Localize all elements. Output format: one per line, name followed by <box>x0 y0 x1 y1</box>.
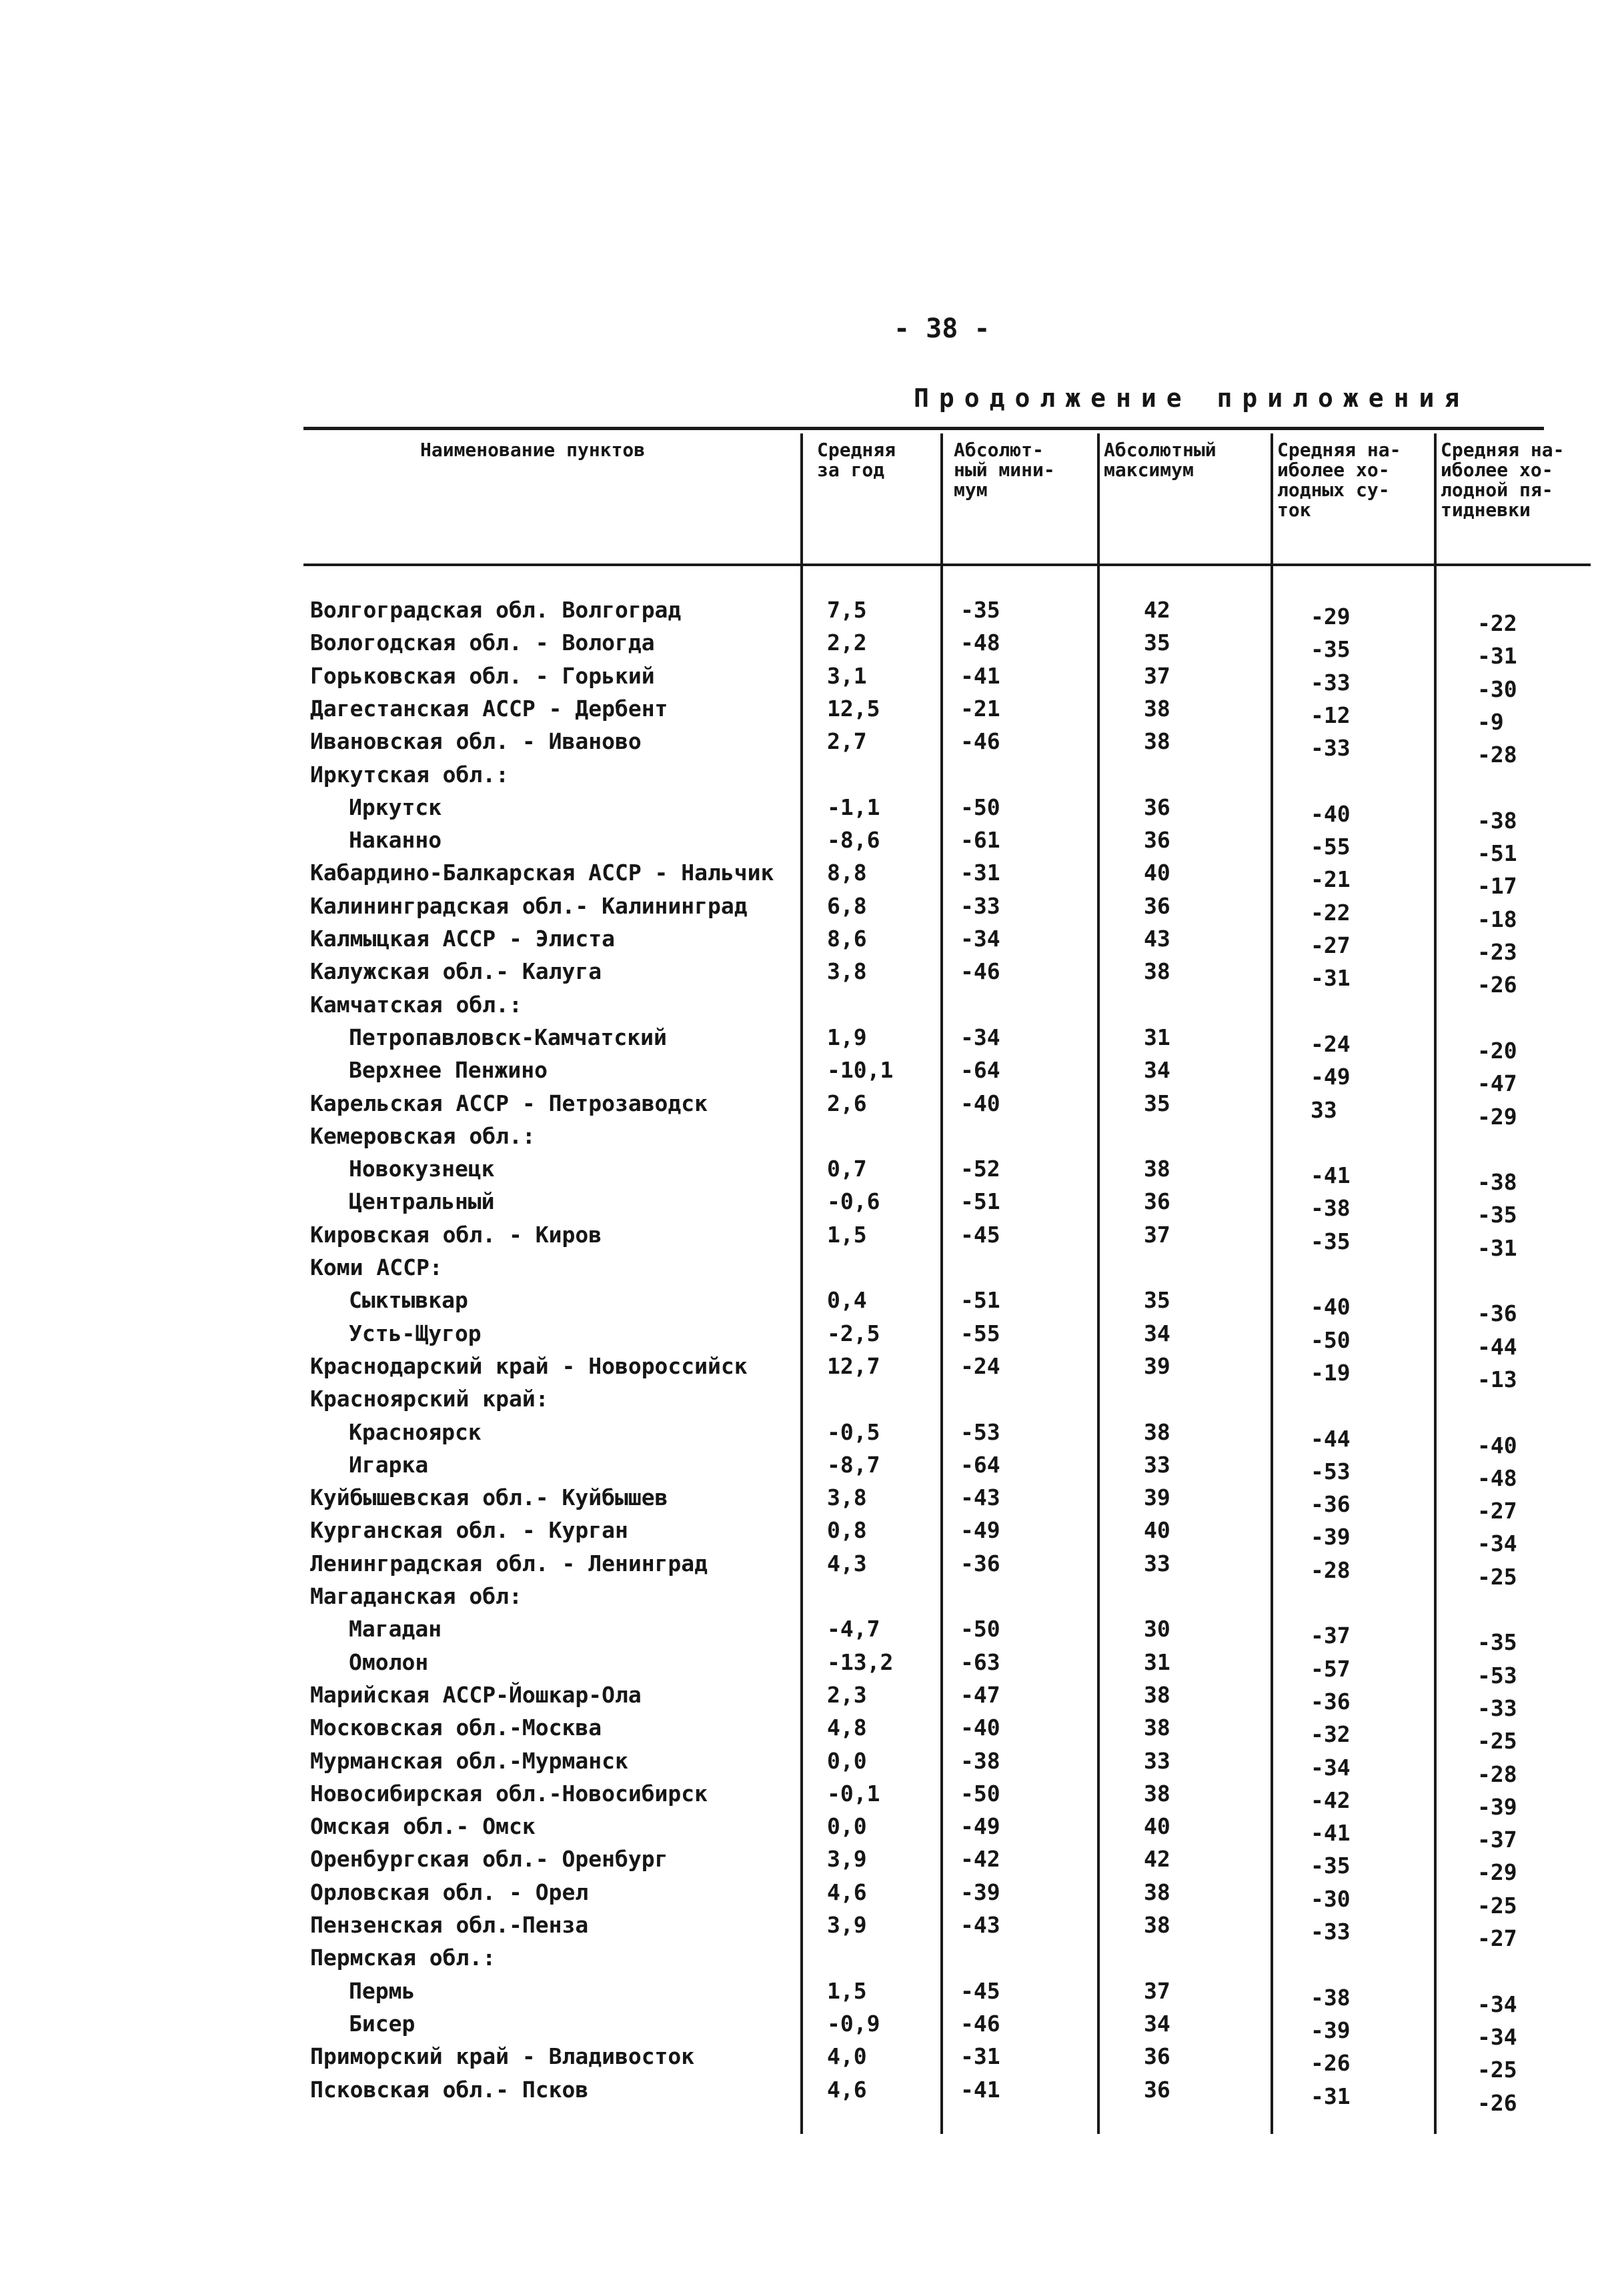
cell-absolute-min: -34 <box>960 1024 1000 1050</box>
table-row <box>303 2043 1591 2083</box>
table-row <box>303 892 1591 932</box>
table-row <box>303 1156 1591 1196</box>
cell-absolute-min: -35 <box>960 597 1000 623</box>
cell-absolute-min: -49 <box>960 1813 1000 1840</box>
cell-absolute-min: -36 <box>960 1550 1000 1576</box>
cell-annual-mean: -10,1 <box>827 1057 894 1084</box>
cell-absolute-max: 42 <box>1144 1846 1170 1873</box>
cell-point-name: Пермская обл.: <box>310 1945 496 1971</box>
cell-coldest-day: -44 <box>1311 1425 1351 1452</box>
cell-absolute-min: -43 <box>960 1912 1000 1938</box>
cell-coldest-five-day: -27 <box>1477 1498 1517 1524</box>
cell-absolute-min: -41 <box>960 2076 1000 2103</box>
cell-absolute-max: 38 <box>1144 1156 1170 1182</box>
cell-point-name: Новокузнецк <box>349 1156 495 1182</box>
table-row <box>303 728 1591 768</box>
table-row <box>303 695 1591 735</box>
cell-point-name: Пензенская обл.-Пенза <box>310 1912 589 1938</box>
cell-point-name: Калужская обл.- Калуга <box>310 958 602 985</box>
cell-coldest-five-day: -31 <box>1477 1234 1517 1261</box>
cell-annual-mean: 4,8 <box>827 1714 867 1741</box>
cell-absolute-max: 36 <box>1144 1188 1170 1215</box>
table-row <box>303 1550 1591 1590</box>
cell-coldest-day: -39 <box>1311 2017 1351 2043</box>
cell-coldest-day: -37 <box>1311 1622 1351 1649</box>
cell-point-name: Красноярский край: <box>310 1386 549 1412</box>
cell-coldest-day: -41 <box>1311 1820 1351 1847</box>
table-row <box>303 794 1591 834</box>
table-row <box>303 1780 1591 1820</box>
cell-point-name: Псковская обл.- Псков <box>310 2076 589 2103</box>
cell-annual-mean: 8,8 <box>827 860 867 886</box>
cell-point-name: Бисер <box>349 2010 416 2037</box>
cell-absolute-min: -53 <box>960 1418 1000 1445</box>
cell-point-name: Коми АССР: <box>310 1254 443 1280</box>
table-row <box>303 1879 1591 1919</box>
cell-point-name: Ивановская обл. - Иваново <box>310 728 642 755</box>
cell-annual-mean: 3,9 <box>827 1912 867 1938</box>
cell-coldest-day: -38 <box>1311 1984 1351 2011</box>
cell-absolute-min: -40 <box>960 1090 1000 1116</box>
cell-coldest-day: 33 <box>1311 1096 1337 1123</box>
cell-coldest-five-day: -37 <box>1477 1827 1517 1853</box>
cell-annual-mean: -0,9 <box>827 2010 880 2037</box>
cell-coldest-day: -29 <box>1311 604 1351 630</box>
cell-annual-mean: 1,9 <box>827 1024 867 1050</box>
cell-coldest-day: -53 <box>1311 1458 1351 1484</box>
table-row <box>303 827 1591 867</box>
cell-absolute-max: 37 <box>1144 1977 1170 2004</box>
cell-point-name: Сыктывкар <box>349 1287 468 1314</box>
cell-point-name: Иркутск <box>349 794 442 820</box>
cell-absolute-max: 38 <box>1144 728 1170 755</box>
cell-coldest-five-day: -20 <box>1477 1037 1517 1064</box>
cell-absolute-min: -31 <box>960 2043 1000 2070</box>
table-row <box>303 1945 1591 1978</box>
cell-coldest-five-day: -25 <box>1477 1892 1517 1919</box>
cell-absolute-min: -24 <box>960 1352 1000 1379</box>
cell-point-name: Мурманская обл.-Мурманск <box>310 1747 628 1774</box>
cell-annual-mean: 1,5 <box>827 1977 867 2004</box>
cell-coldest-five-day: -22 <box>1477 610 1517 636</box>
cell-coldest-day: -21 <box>1311 866 1351 893</box>
cell-absolute-max: 40 <box>1144 1517 1170 1544</box>
cell-coldest-five-day: -38 <box>1477 1169 1517 1196</box>
cell-coldest-five-day: -29 <box>1477 1103 1517 1130</box>
cell-point-name: Вологодская обл. - Вологда <box>310 630 655 656</box>
cell-annual-mean: 3,8 <box>827 958 867 985</box>
cell-annual-mean: 7,5 <box>827 597 867 623</box>
cell-point-name: Омолон <box>349 1648 429 1675</box>
table-row <box>303 662 1591 702</box>
cell-annual-mean: -0,6 <box>827 1188 880 1215</box>
cell-coldest-day: -33 <box>1311 669 1351 696</box>
cell-coldest-day: -19 <box>1311 1359 1351 1386</box>
cell-point-name: Кировская обл. - Киров <box>310 1221 602 1248</box>
cell-coldest-five-day: -40 <box>1477 1432 1517 1458</box>
cell-absolute-max: 38 <box>1144 1418 1170 1445</box>
table-row <box>303 1057 1591 1097</box>
table-row <box>303 1320 1591 1360</box>
cell-coldest-five-day: -25 <box>1477 2057 1517 2083</box>
cell-coldest-five-day: -38 <box>1477 807 1517 834</box>
cell-annual-mean: 2,2 <box>827 630 867 656</box>
cell-point-name: Калининградская обл.- Калининград <box>310 892 748 919</box>
cell-absolute-max: 34 <box>1144 1320 1170 1346</box>
cell-absolute-max: 43 <box>1144 926 1170 952</box>
cell-annual-mean: 0,0 <box>827 1813 867 1840</box>
cell-absolute-min: -46 <box>960 958 1000 985</box>
table-row <box>303 1451 1591 1491</box>
cell-coldest-day: -35 <box>1311 1228 1351 1254</box>
cell-point-name: Новосибирская обл.-Новосибирск <box>310 1780 708 1807</box>
cell-coldest-five-day: -53 <box>1477 1662 1517 1688</box>
cell-coldest-five-day: -34 <box>1477 2023 1517 2050</box>
cell-coldest-day: -31 <box>1311 2083 1351 2109</box>
cell-coldest-five-day: -18 <box>1477 906 1517 932</box>
table-row <box>303 992 1591 1025</box>
cell-absolute-min: -55 <box>960 1320 1000 1346</box>
cell-absolute-min: -39 <box>960 1879 1000 1905</box>
cell-point-name: Приморский край - Владивосток <box>310 2043 695 2070</box>
cell-coldest-five-day: -26 <box>1477 972 1517 998</box>
cell-absolute-max: 36 <box>1144 2043 1170 2070</box>
cell-point-name: Краснодарский край - Новороссийск <box>310 1352 748 1379</box>
header-bottom-rule <box>303 563 1591 566</box>
cell-annual-mean: 1,5 <box>827 1221 867 1248</box>
cell-absolute-max: 38 <box>1144 1714 1170 1741</box>
table-row <box>303 1846 1591 1886</box>
cell-coldest-five-day: -51 <box>1477 840 1517 867</box>
cell-coldest-five-day: -29 <box>1477 1859 1517 1886</box>
cell-absolute-min: -46 <box>960 728 1000 755</box>
cell-absolute-max: 34 <box>1144 1057 1170 1084</box>
cell-absolute-min: -50 <box>960 1616 1000 1642</box>
cell-point-name: Карельская АССР - Петрозаводск <box>310 1090 708 1116</box>
cell-absolute-max: 42 <box>1144 597 1170 623</box>
cell-coldest-five-day: -28 <box>1477 742 1517 768</box>
header-name: Наименование пунктов <box>420 439 646 461</box>
cell-point-name: Пермь <box>349 1977 416 2004</box>
table-row <box>303 1188 1591 1228</box>
cell-point-name: Петропавловск-Камчатский <box>349 1024 667 1050</box>
cell-annual-mean: 3,8 <box>827 1484 867 1511</box>
cell-point-name: Оренбургская обл.- Оренбург <box>310 1846 668 1873</box>
cell-coldest-day: -31 <box>1311 965 1351 992</box>
cell-annual-mean: 4,6 <box>827 1879 867 1905</box>
cell-coldest-five-day: -39 <box>1477 1793 1517 1820</box>
cell-annual-mean: -0,1 <box>827 1780 880 1807</box>
cell-absolute-min: -43 <box>960 1484 1000 1511</box>
cell-point-name: Горьковская обл. - Горький <box>310 662 655 689</box>
cell-point-name: Магадан <box>349 1616 442 1642</box>
cell-coldest-five-day: -48 <box>1477 1464 1517 1491</box>
cell-absolute-min: -41 <box>960 662 1000 689</box>
cell-annual-mean: 0,0 <box>827 1747 867 1774</box>
header-coldest-five-day: Средняя на- иболее хо- лодной пя- тидневки <box>1441 439 1565 521</box>
cell-coldest-day: -26 <box>1311 2050 1351 2077</box>
cell-annual-mean: -1,1 <box>827 794 880 820</box>
cell-annual-mean: -8,6 <box>827 827 880 854</box>
cell-absolute-min: -64 <box>960 1451 1000 1478</box>
cell-coldest-day: -33 <box>1311 1919 1351 1945</box>
cell-absolute-max: 39 <box>1144 1352 1170 1379</box>
header-absolute-max: Абсолютный максимум <box>1104 439 1216 481</box>
cell-coldest-day: -49 <box>1311 1064 1351 1090</box>
cell-annual-mean: 0,7 <box>827 1156 867 1182</box>
cell-absolute-max: 38 <box>1144 695 1170 722</box>
table-row <box>303 1254 1591 1288</box>
cell-coldest-day: -39 <box>1311 1524 1351 1550</box>
cell-annual-mean: 3,9 <box>827 1846 867 1873</box>
header-absolute-min: Абсолют- ный мини- мум <box>954 439 1055 501</box>
cell-annual-mean: 4,6 <box>827 2076 867 2103</box>
cell-annual-mean: -8,7 <box>827 1451 880 1478</box>
cell-point-name: Московская обл.-Москва <box>310 1714 602 1741</box>
cell-coldest-day: -42 <box>1311 1787 1351 1813</box>
cell-absolute-min: -33 <box>960 892 1000 919</box>
table-row <box>303 1386 1591 1419</box>
cell-absolute-max: 35 <box>1144 1287 1170 1314</box>
cell-absolute-min: -63 <box>960 1648 1000 1675</box>
table-row <box>303 2076 1591 2116</box>
cell-coldest-five-day: -25 <box>1477 1728 1517 1755</box>
table-top-rule <box>303 427 1544 430</box>
cell-point-name: Игарка <box>349 1451 429 1478</box>
cell-absolute-max: 33 <box>1144 1451 1170 1478</box>
cell-absolute-max: 38 <box>1144 1912 1170 1938</box>
cell-absolute-max: 40 <box>1144 860 1170 886</box>
cell-point-name: Камчатская обл.: <box>310 991 522 1018</box>
cell-absolute-max: 31 <box>1144 1024 1170 1050</box>
cell-coldest-day: -57 <box>1311 1655 1351 1682</box>
cell-coldest-five-day: -13 <box>1477 1366 1517 1392</box>
table-row <box>303 630 1591 670</box>
cell-absolute-max: 36 <box>1144 2076 1170 2103</box>
table-row <box>303 1287 1591 1327</box>
cell-coldest-day: -41 <box>1311 1162 1351 1189</box>
cell-point-name: Волгоградская обл. Волгоград <box>310 597 682 623</box>
cell-coldest-day: -28 <box>1311 1556 1351 1583</box>
cell-coldest-day: -30 <box>1311 1885 1351 1912</box>
cell-absolute-min: -51 <box>960 1287 1000 1314</box>
cell-coldest-five-day: -25 <box>1477 1563 1517 1590</box>
cell-coldest-day: -27 <box>1311 932 1351 958</box>
cell-coldest-five-day: -35 <box>1477 1629 1517 1656</box>
cell-point-name: Иркутская обл.: <box>310 761 510 788</box>
cell-coldest-day: -50 <box>1311 1326 1351 1353</box>
cell-absolute-min: -48 <box>960 630 1000 656</box>
header-coldest-day: Средняя на- иболее хо- лодных су- ток <box>1277 439 1401 521</box>
cell-coldest-day: -40 <box>1311 1294 1351 1320</box>
cell-coldest-day: -34 <box>1311 1754 1351 1781</box>
cell-coldest-day: -36 <box>1311 1688 1351 1714</box>
cell-absolute-max: 40 <box>1144 1813 1170 1840</box>
table-row <box>303 1912 1591 1951</box>
cell-coldest-day: -40 <box>1311 800 1351 827</box>
cell-absolute-max: 36 <box>1144 892 1170 919</box>
cell-coldest-five-day: -35 <box>1477 1202 1517 1228</box>
table-row <box>303 1747 1591 1787</box>
cell-absolute-max: 31 <box>1144 1648 1170 1675</box>
cell-point-name: Красноярск <box>349 1418 482 1445</box>
header-annual-mean: Средняя за год <box>817 439 896 481</box>
table-row <box>303 597 1591 636</box>
cell-coldest-day: -55 <box>1311 834 1351 860</box>
cell-absolute-min: -31 <box>960 860 1000 886</box>
table-row <box>303 762 1591 795</box>
cell-absolute-min: -45 <box>960 1977 1000 2004</box>
cell-annual-mean: 0,4 <box>827 1287 867 1314</box>
cell-absolute-max: 36 <box>1144 794 1170 820</box>
cell-coldest-day: -38 <box>1311 1195 1351 1222</box>
cell-point-name: Кемеровская обл.: <box>310 1122 536 1149</box>
cell-absolute-min: -61 <box>960 827 1000 854</box>
cell-point-name: Курганская обл. - Курган <box>310 1517 628 1544</box>
table-row <box>303 1813 1591 1853</box>
cell-coldest-five-day: -28 <box>1477 1761 1517 1787</box>
cell-absolute-max: 38 <box>1144 1780 1170 1807</box>
cell-coldest-day: -24 <box>1311 1030 1351 1057</box>
cell-absolute-min: -51 <box>960 1188 1000 1215</box>
table-row <box>303 926 1591 965</box>
cell-annual-mean: 2,6 <box>827 1090 867 1116</box>
cell-coldest-day: -22 <box>1311 899 1351 926</box>
cell-annual-mean: 4,3 <box>827 1550 867 1576</box>
cell-coldest-day: -36 <box>1311 1491 1351 1518</box>
table-row <box>303 1583 1591 1616</box>
cell-coldest-five-day: -9 <box>1477 708 1504 735</box>
cell-point-name: Калмыцкая АССР - Элиста <box>310 926 615 952</box>
cell-absolute-min: -21 <box>960 695 1000 722</box>
cell-annual-mean: 0,8 <box>827 1517 867 1544</box>
cell-coldest-day: -12 <box>1311 702 1351 728</box>
cell-absolute-max: 39 <box>1144 1484 1170 1511</box>
cell-coldest-five-day: -33 <box>1477 1694 1517 1721</box>
table-row <box>303 1681 1591 1721</box>
cell-point-name: Куйбышевская обл.- Куйбышев <box>310 1484 668 1511</box>
cell-absolute-max: 35 <box>1144 1090 1170 1116</box>
cell-absolute-min: -40 <box>960 1714 1000 1741</box>
cell-annual-mean: -2,5 <box>827 1320 880 1346</box>
cell-coldest-day: -35 <box>1311 636 1351 663</box>
cell-point-name: Омская обл.- Омск <box>310 1813 536 1840</box>
cell-absolute-min: -52 <box>960 1156 1000 1182</box>
cell-annual-mean: 2,3 <box>827 1681 867 1708</box>
cell-annual-mean: 12,5 <box>827 695 880 722</box>
page-number: - 38 - <box>894 313 990 344</box>
cell-absolute-min: -38 <box>960 1747 1000 1774</box>
cell-absolute-max: 36 <box>1144 827 1170 854</box>
cell-coldest-five-day: -23 <box>1477 939 1517 965</box>
cell-coldest-five-day: -34 <box>1477 1991 1517 2017</box>
cell-coldest-five-day: -31 <box>1477 643 1517 670</box>
cell-point-name: Верхнее Пенжино <box>349 1057 548 1084</box>
cell-point-name: Усть-Щугор <box>349 1320 482 1346</box>
cell-point-name: Орловская обл. - Орел <box>310 1879 589 1905</box>
cell-point-name: Центральный <box>349 1188 495 1215</box>
cell-absolute-min: -42 <box>960 1846 1000 1873</box>
cell-absolute-max: 38 <box>1144 1681 1170 1708</box>
cell-absolute-min: -64 <box>960 1057 1000 1084</box>
continuation-title: Продолжение приложения <box>914 383 1470 413</box>
cell-absolute-min: -50 <box>960 1780 1000 1807</box>
cell-absolute-min: -49 <box>960 1517 1000 1544</box>
cell-annual-mean: 3,1 <box>827 662 867 689</box>
cell-absolute-max: 37 <box>1144 662 1170 689</box>
cell-point-name: Магаданская обл: <box>310 1583 522 1609</box>
cell-absolute-max: 37 <box>1144 1221 1170 1248</box>
cell-annual-mean: 2,7 <box>827 728 867 755</box>
cell-annual-mean: 4,0 <box>827 2043 867 2070</box>
cell-coldest-five-day: -44 <box>1477 1333 1517 1360</box>
cell-point-name: Кабардино-Балкарская АССР - Нальчик <box>310 860 774 886</box>
cell-absolute-min: -45 <box>960 1221 1000 1248</box>
table-row <box>303 1418 1591 1458</box>
cell-coldest-day: -33 <box>1311 735 1351 762</box>
cell-absolute-min: -34 <box>960 926 1000 952</box>
cell-point-name: Наканно <box>349 827 442 854</box>
table-row <box>303 1484 1591 1524</box>
cell-absolute-max: 33 <box>1144 1550 1170 1576</box>
cell-coldest-day: -35 <box>1311 1853 1351 1879</box>
table-row <box>303 1648 1591 1688</box>
table-row <box>303 958 1591 998</box>
cell-absolute-max: 38 <box>1144 1879 1170 1905</box>
cell-point-name: Марийская АССР-Йошкар-Ола <box>310 1681 642 1708</box>
table-row <box>303 1517 1591 1557</box>
cell-annual-mean: 6,8 <box>827 892 867 919</box>
cell-annual-mean: 8,6 <box>827 926 867 952</box>
cell-absolute-max: 35 <box>1144 630 1170 656</box>
table-row <box>303 2010 1591 2050</box>
table-row <box>303 1616 1591 1656</box>
cell-coldest-five-day: -17 <box>1477 873 1517 900</box>
cell-coldest-five-day: -34 <box>1477 1530 1517 1557</box>
cell-coldest-five-day: -26 <box>1477 2089 1517 2116</box>
cell-point-name: Дагестанская АССР - Дербент <box>310 695 668 722</box>
cell-absolute-max: 34 <box>1144 2010 1170 2037</box>
cell-coldest-five-day: -30 <box>1477 676 1517 702</box>
table-row <box>303 1352 1591 1392</box>
cell-annual-mean: -13,2 <box>827 1648 894 1675</box>
table-row <box>303 860 1591 900</box>
cell-coldest-day: -32 <box>1311 1721 1351 1748</box>
cell-point-name: Ленинградская обл. - Ленинград <box>310 1550 708 1576</box>
cell-coldest-five-day: -27 <box>1477 1925 1517 1951</box>
cell-coldest-five-day: -36 <box>1477 1300 1517 1327</box>
cell-absolute-max: 33 <box>1144 1747 1170 1774</box>
climate-table <box>303 427 1591 2134</box>
table-row <box>303 1221 1591 1261</box>
cell-absolute-max: 38 <box>1144 958 1170 985</box>
table-row <box>303 1123 1591 1156</box>
cell-annual-mean: -0,5 <box>827 1418 880 1445</box>
cell-absolute-min: -50 <box>960 794 1000 820</box>
cell-coldest-five-day: -47 <box>1477 1070 1517 1097</box>
cell-annual-mean: 12,7 <box>827 1352 880 1379</box>
cell-annual-mean: -4,7 <box>827 1616 880 1642</box>
table-row <box>303 1977 1591 2017</box>
cell-absolute-max: 30 <box>1144 1616 1170 1642</box>
table-row <box>303 1090 1591 1130</box>
cell-absolute-min: -46 <box>960 2010 1000 2037</box>
table-row <box>303 1024 1591 1064</box>
cell-absolute-min: -47 <box>960 1681 1000 1708</box>
table-row <box>303 1714 1591 1755</box>
